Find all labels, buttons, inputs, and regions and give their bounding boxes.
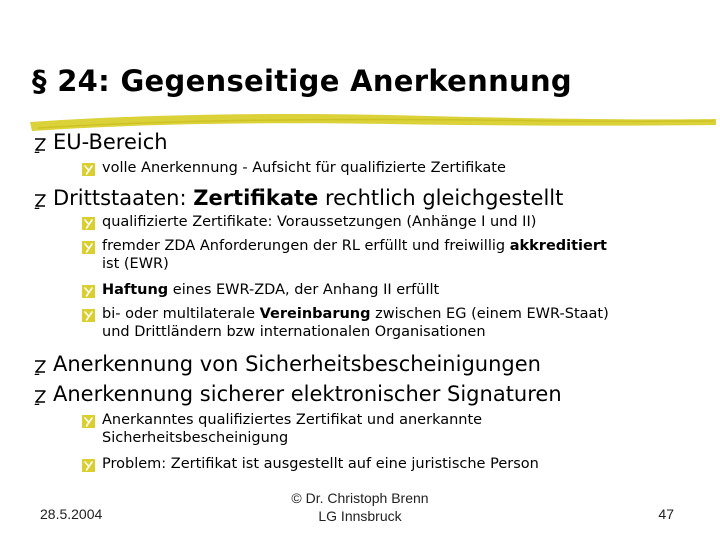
footer-date: 28.5.2004 [40,506,103,522]
sub-bullet-text [102,306,609,341]
emphasis-text: Zertifikate [193,186,319,210]
text-run: rechtlich gleichgestellt [318,186,564,210]
emphasis-text: Haftung [102,282,169,298]
text-run: Problem: Zertifikat ist ausgestellt auf eine juristische Person [102,456,539,472]
z-bullet-icon [33,135,47,161]
text-run: Drittstaaten: [53,186,194,210]
z-bullet-icon [33,191,47,217]
text-run: zwischen EG (einem EWR-Staat) [370,306,609,322]
sub-bullet-text [102,282,439,300]
text-run: ist (EWR) [102,255,169,272]
text-run: qualifizierte Zertifikate: Voraussetzungen (Anhänge I und II) [102,214,537,230]
sub-bullet-line [102,306,609,324]
bullet-text: Anerkennung von Sicherheitsbescheinigungen [53,352,541,376]
text-run: Sicherheitsbescheinigung [102,429,289,446]
sub-bullet-line [102,324,609,342]
footer-author [260,489,460,525]
y-checkbox-icon [82,163,95,176]
footer-author-line2: LG Innsbruck [318,508,402,524]
bullet-text: Anerkennung sicherer elektronischer Signaturen [53,382,562,406]
bullet-text: EU-Bereich [53,130,168,154]
z-bullet-icon [33,387,47,413]
sub-bullet-line [102,430,482,448]
sub-bullet-text [102,160,506,178]
sub-bullet-line [102,412,482,430]
sub-bullet-line [102,238,607,256]
y-checkbox-icon [82,309,95,322]
sub-bullet-text [102,214,536,232]
emphasis-text: Vereinbarung [259,306,371,322]
footer-author-line1: © Dr. Christoph Brenn [291,490,429,506]
footer-page-number: 47 [658,506,674,522]
y-checkbox-icon [82,217,95,230]
sub-bullet-line [102,256,607,274]
sub-bullet-text [102,412,482,447]
slide-title: § 24: Gegenseitige Anerkennung [32,64,572,98]
y-checkbox-icon [82,241,95,254]
y-checkbox-icon [82,285,95,298]
sub-bullet-text [102,238,607,273]
y-checkbox-icon [82,415,95,428]
text-run: volle Anerkennung - Aufsicht für qualifizierte Zertifikate [102,160,506,176]
text-run: und Drittländern bzw internationalen Organisationen [102,323,486,340]
text-run: fremder ZDA Anforderungen der RL erfüllt und freiwillig [102,238,510,254]
text-run: eines EWR-ZDA, der Anhang II erfüllt [168,282,440,298]
z-bullet-icon [33,357,47,383]
emphasis-text: akkreditiert [509,238,607,254]
y-checkbox-icon [82,459,95,472]
text-run: bi- oder multilaterale [102,306,260,322]
sub-bullet-text [102,456,539,474]
text-run: Anerkanntes qualifiziertes Zertifikat und anerkannte [102,412,483,428]
bullet-text [53,185,563,211]
